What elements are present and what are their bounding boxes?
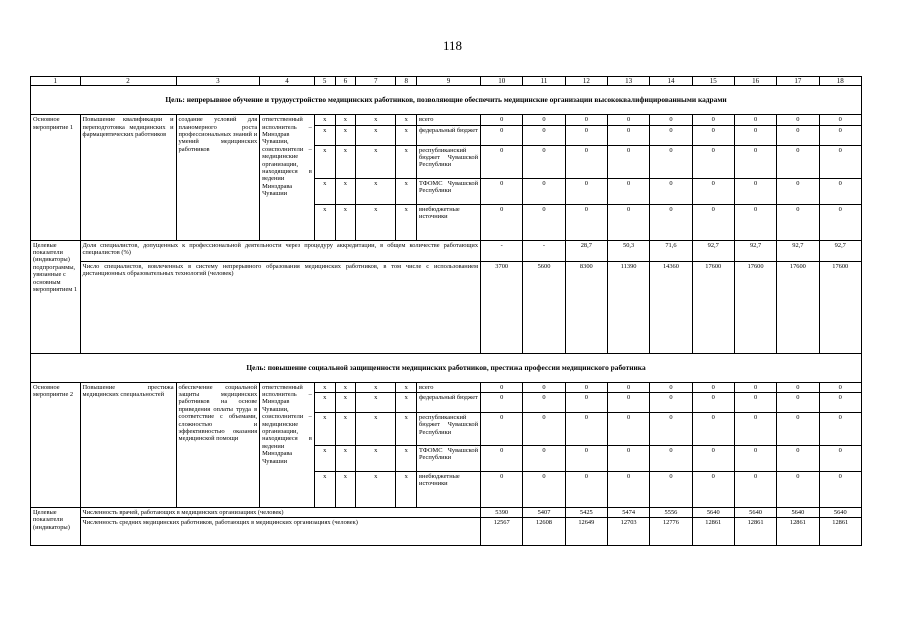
code-cell: x: [356, 145, 396, 178]
section-goal: Цель: повышение социальной защищенности медицинских работников, престижа профессии медицинского работника: [31, 353, 862, 382]
amount-cell: 0: [819, 178, 861, 204]
amount-cell: 0: [777, 382, 819, 392]
indicator-value: 12649: [565, 518, 607, 546]
column-number: 8: [396, 77, 417, 86]
funding-source: ТФОМС Чувашской Республики: [417, 445, 481, 471]
amount-cell: 0: [734, 125, 776, 145]
amount-cell: 0: [565, 125, 607, 145]
indicator-value: 50,3: [607, 240, 649, 261]
amount-cell: 0: [777, 445, 819, 471]
indicator-value: 5556: [650, 507, 692, 517]
amount-cell: 0: [481, 471, 523, 507]
amount-cell: 0: [523, 145, 565, 178]
funding-source: федеральный бюджет: [417, 125, 481, 145]
event-executor: ответственный исполнитель – Минздрав Чувашии, соисполнители – медицинские организации, находящиеся в ведении Минздрава Чувашии: [260, 382, 315, 507]
column-number: 18: [819, 77, 861, 86]
indicator-text: Численность врачей, работающих в медицинских организациях (человек): [80, 507, 480, 517]
indicator-value: 14360: [650, 261, 692, 353]
indicator-value: 5407: [523, 507, 565, 517]
indicator-value: 17600: [819, 261, 861, 353]
code-cell: x: [396, 382, 417, 392]
amount-cell: 0: [565, 445, 607, 471]
column-number: 12: [565, 77, 607, 86]
amount-cell: 0: [481, 382, 523, 392]
amount-cell: 0: [650, 145, 692, 178]
funding-source: всего: [417, 382, 481, 392]
indicator-value: 92,7: [777, 240, 819, 261]
indicator-value: 17600: [777, 261, 819, 353]
amount-cell: 0: [819, 115, 861, 125]
code-cell: x: [314, 392, 335, 412]
code-cell: x: [396, 178, 417, 204]
code-cell: x: [356, 178, 396, 204]
amount-cell: 0: [734, 145, 776, 178]
column-number: 9: [417, 77, 481, 86]
indicator-value: 12861: [734, 518, 776, 546]
indicator-value: 17600: [692, 261, 734, 353]
indicator-value: 5640: [734, 507, 776, 517]
budget-table: [30, 76, 862, 546]
code-cell: x: [314, 382, 335, 392]
amount-cell: 0: [692, 204, 734, 240]
amount-cell: 0: [650, 115, 692, 125]
funding-source: внебюджетные источники: [417, 471, 481, 507]
code-cell: x: [314, 115, 335, 125]
amount-cell: 0: [565, 145, 607, 178]
amount-cell: 0: [692, 178, 734, 204]
code-cell: x: [356, 471, 396, 507]
column-number: 10: [481, 77, 523, 86]
indicator-value: 12567: [481, 518, 523, 546]
code-cell: x: [335, 471, 356, 507]
code-cell: x: [335, 115, 356, 125]
amount-cell: 0: [777, 145, 819, 178]
amount-cell: 0: [692, 471, 734, 507]
amount-cell: 0: [819, 471, 861, 507]
code-cell: x: [314, 412, 335, 445]
section-goal: Цель: непрерывное обучение и трудоустройство медицинских работников, позволяющие обеспечить медицинские организации высококвалифицированными кадрами: [31, 86, 862, 115]
amount-cell: 0: [607, 412, 649, 445]
code-cell: x: [335, 412, 356, 445]
column-number: 13: [607, 77, 649, 86]
page-number: 118: [442, 38, 463, 53]
event-name: Основное мероприятие 1: [31, 115, 81, 240]
amount-cell: 0: [607, 392, 649, 412]
code-cell: x: [335, 392, 356, 412]
column-number: 11: [523, 77, 565, 86]
amount-cell: 0: [777, 115, 819, 125]
amount-cell: 0: [607, 125, 649, 145]
event-result: создание условий для планомерного роста профессиональных знаний и умений медицинских работников: [176, 115, 260, 240]
event-executor: ответственный исполнитель – Минздрав Чувашии, соисполнители – медицинские организации, находящиеся в ведении Минздрава Чувашии: [260, 115, 315, 240]
column-number: 7: [356, 77, 396, 86]
event-title: Повышение престижа медицинских специальностей: [80, 382, 176, 507]
code-cell: x: [314, 125, 335, 145]
column-number-row: [31, 77, 862, 86]
amount-cell: 0: [481, 392, 523, 412]
funding-source: внебюджетные источники: [417, 204, 481, 240]
indicator-value: 5640: [777, 507, 819, 517]
code-cell: x: [335, 204, 356, 240]
indicator-value: 11390: [607, 261, 649, 353]
amount-cell: 0: [650, 204, 692, 240]
amount-cell: 0: [523, 382, 565, 392]
code-cell: x: [356, 445, 396, 471]
column-number: 2: [80, 77, 176, 86]
amount-cell: 0: [692, 445, 734, 471]
amount-cell: 0: [607, 145, 649, 178]
code-cell: x: [335, 382, 356, 392]
amount-cell: 0: [692, 412, 734, 445]
column-number: 14: [650, 77, 692, 86]
amount-cell: 0: [819, 392, 861, 412]
amount-cell: 0: [481, 125, 523, 145]
amount-cell: 0: [692, 382, 734, 392]
amount-cell: 0: [565, 204, 607, 240]
amount-cell: 0: [523, 392, 565, 412]
amount-cell: 0: [523, 412, 565, 445]
column-number: 4: [260, 77, 315, 86]
amount-cell: 0: [819, 382, 861, 392]
amount-cell: 0: [565, 392, 607, 412]
column-number: 16: [734, 77, 776, 86]
code-cell: x: [356, 125, 396, 145]
funding-source: республиканский бюджет Чувашской Республики: [417, 145, 481, 178]
amount-cell: 0: [481, 412, 523, 445]
amount-cell: 0: [565, 412, 607, 445]
amount-cell: 0: [523, 204, 565, 240]
amount-cell: 0: [692, 392, 734, 412]
amount-cell: 0: [819, 445, 861, 471]
funding-source: ТФОМС Чувашской Республики: [417, 178, 481, 204]
code-cell: x: [396, 392, 417, 412]
indicator-value: 17600: [734, 261, 776, 353]
amount-cell: 0: [523, 178, 565, 204]
indicator-value: 12861: [819, 518, 861, 546]
amount-cell: 0: [692, 145, 734, 178]
indicator-value: 12861: [692, 518, 734, 546]
amount-cell: 0: [819, 145, 861, 178]
amount-cell: 0: [734, 445, 776, 471]
code-cell: x: [356, 115, 396, 125]
indicator-value: 3700: [481, 261, 523, 353]
funding-source: республиканский бюджет Чувашской Республики: [417, 412, 481, 445]
code-cell: x: [335, 145, 356, 178]
amount-cell: 0: [650, 178, 692, 204]
amount-cell: 0: [819, 125, 861, 145]
code-cell: x: [396, 145, 417, 178]
amount-cell: 0: [650, 471, 692, 507]
indicator-value: -: [523, 240, 565, 261]
code-cell: x: [396, 125, 417, 145]
amount-cell: 0: [650, 445, 692, 471]
indicator-text: Доля специалистов, допущенных к профессиональной деятельности через процедуру аккредитации, в общем количестве работающих специалистов (%): [80, 240, 480, 261]
amount-cell: 0: [523, 471, 565, 507]
amount-cell: 0: [650, 412, 692, 445]
code-cell: x: [314, 178, 335, 204]
amount-cell: 0: [607, 445, 649, 471]
amount-cell: 0: [565, 115, 607, 125]
amount-cell: 0: [777, 471, 819, 507]
indicator-value: 12608: [523, 518, 565, 546]
amount-cell: 0: [734, 382, 776, 392]
indicator-value: 71,6: [650, 240, 692, 261]
amount-cell: 0: [565, 178, 607, 204]
amount-cell: 0: [607, 115, 649, 125]
amount-cell: 0: [777, 204, 819, 240]
event-name: Основное мероприятие 2: [31, 382, 81, 507]
code-cell: x: [396, 204, 417, 240]
amount-cell: 0: [481, 178, 523, 204]
indicator-row: [31, 261, 862, 353]
indicator-row: [31, 518, 862, 546]
amount-cell: 0: [692, 115, 734, 125]
indicator-value: 12776: [650, 518, 692, 546]
amount-cell: 0: [481, 204, 523, 240]
amount-cell: 0: [650, 392, 692, 412]
amount-cell: 0: [481, 145, 523, 178]
amount-cell: 0: [523, 445, 565, 471]
amount-cell: 0: [819, 204, 861, 240]
amount-cell: 0: [650, 382, 692, 392]
amount-cell: 0: [523, 115, 565, 125]
indicator-value: 5640: [819, 507, 861, 517]
amount-cell: 0: [734, 471, 776, 507]
indicator-text: Число специалистов, вовлеченных в систему непрерывного образования медицинских работников, в том числе с использованием дистанционных образовательных технологий (человек): [80, 261, 480, 353]
indicator-value: 12861: [777, 518, 819, 546]
indicator-value: 8300: [565, 261, 607, 353]
column-number: 5: [314, 77, 335, 86]
amount-cell: 0: [734, 204, 776, 240]
funding-source: всего: [417, 115, 481, 125]
indicator-value: 92,7: [734, 240, 776, 261]
amount-cell: 0: [481, 115, 523, 125]
amount-cell: 0: [523, 125, 565, 145]
code-cell: x: [356, 392, 396, 412]
event-title: Повышение квалификации и переподготовка медицинских и фармацевтических работников: [80, 115, 176, 240]
event-result: обеспечение социальной защиты медицинских работников на основе приведения оплаты труда в соответствие с объемами, сложностью и эффективностью оказания медицинской помощи: [176, 382, 260, 507]
amount-cell: 0: [734, 115, 776, 125]
indicator-value: 5474: [607, 507, 649, 517]
amount-cell: 0: [607, 178, 649, 204]
code-cell: x: [356, 382, 396, 392]
code-cell: x: [314, 471, 335, 507]
goal-row: [31, 353, 862, 382]
indicator-row: [31, 240, 862, 261]
amount-cell: 0: [481, 445, 523, 471]
amount-cell: 0: [607, 471, 649, 507]
code-cell: x: [335, 445, 356, 471]
funding-row: [31, 382, 862, 392]
code-cell: x: [314, 445, 335, 471]
amount-cell: 0: [565, 471, 607, 507]
amount-cell: 0: [777, 125, 819, 145]
indicator-value: 28,7: [565, 240, 607, 261]
indicator-value: 5640: [692, 507, 734, 517]
code-cell: x: [396, 445, 417, 471]
column-number: 1: [31, 77, 81, 86]
amount-cell: 0: [692, 125, 734, 145]
column-number: 15: [692, 77, 734, 86]
code-cell: x: [356, 412, 396, 445]
indicator-text: Численность средних медицинских работников, работающих в медицинских организациях (человек): [80, 518, 480, 546]
indicator-value: 5600: [523, 261, 565, 353]
code-cell: x: [396, 471, 417, 507]
funding-source: федеральный бюджет: [417, 392, 481, 412]
indicator-value: 92,7: [819, 240, 861, 261]
amount-cell: 0: [565, 382, 607, 392]
code-cell: x: [396, 115, 417, 125]
amount-cell: 0: [650, 125, 692, 145]
column-number: 3: [176, 77, 260, 86]
amount-cell: 0: [819, 412, 861, 445]
code-cell: x: [335, 178, 356, 204]
amount-cell: 0: [777, 392, 819, 412]
amount-cell: 0: [607, 204, 649, 240]
indicator-value: 5390: [481, 507, 523, 517]
amount-cell: 0: [734, 392, 776, 412]
code-cell: x: [314, 204, 335, 240]
code-cell: x: [314, 145, 335, 178]
funding-row: [31, 115, 862, 125]
indicator-value: 5425: [565, 507, 607, 517]
amount-cell: 0: [777, 178, 819, 204]
code-cell: x: [396, 412, 417, 445]
amount-cell: 0: [734, 178, 776, 204]
amount-cell: 0: [607, 382, 649, 392]
code-cell: x: [356, 204, 396, 240]
targets-label: Целевые показатели (индикаторы) подпрограммы, увязанные с основным мероприятием 1: [31, 240, 81, 353]
targets-label: Целевые показатели (индикаторы): [31, 507, 81, 545]
indicator-value: 92,7: [692, 240, 734, 261]
column-number: 6: [335, 77, 356, 86]
indicator-row: [31, 507, 862, 517]
goal-row: [31, 86, 862, 115]
column-number: 17: [777, 77, 819, 86]
amount-cell: 0: [777, 412, 819, 445]
indicator-value: -: [481, 240, 523, 261]
indicator-value: 12703: [607, 518, 649, 546]
amount-cell: 0: [734, 412, 776, 445]
code-cell: x: [335, 125, 356, 145]
